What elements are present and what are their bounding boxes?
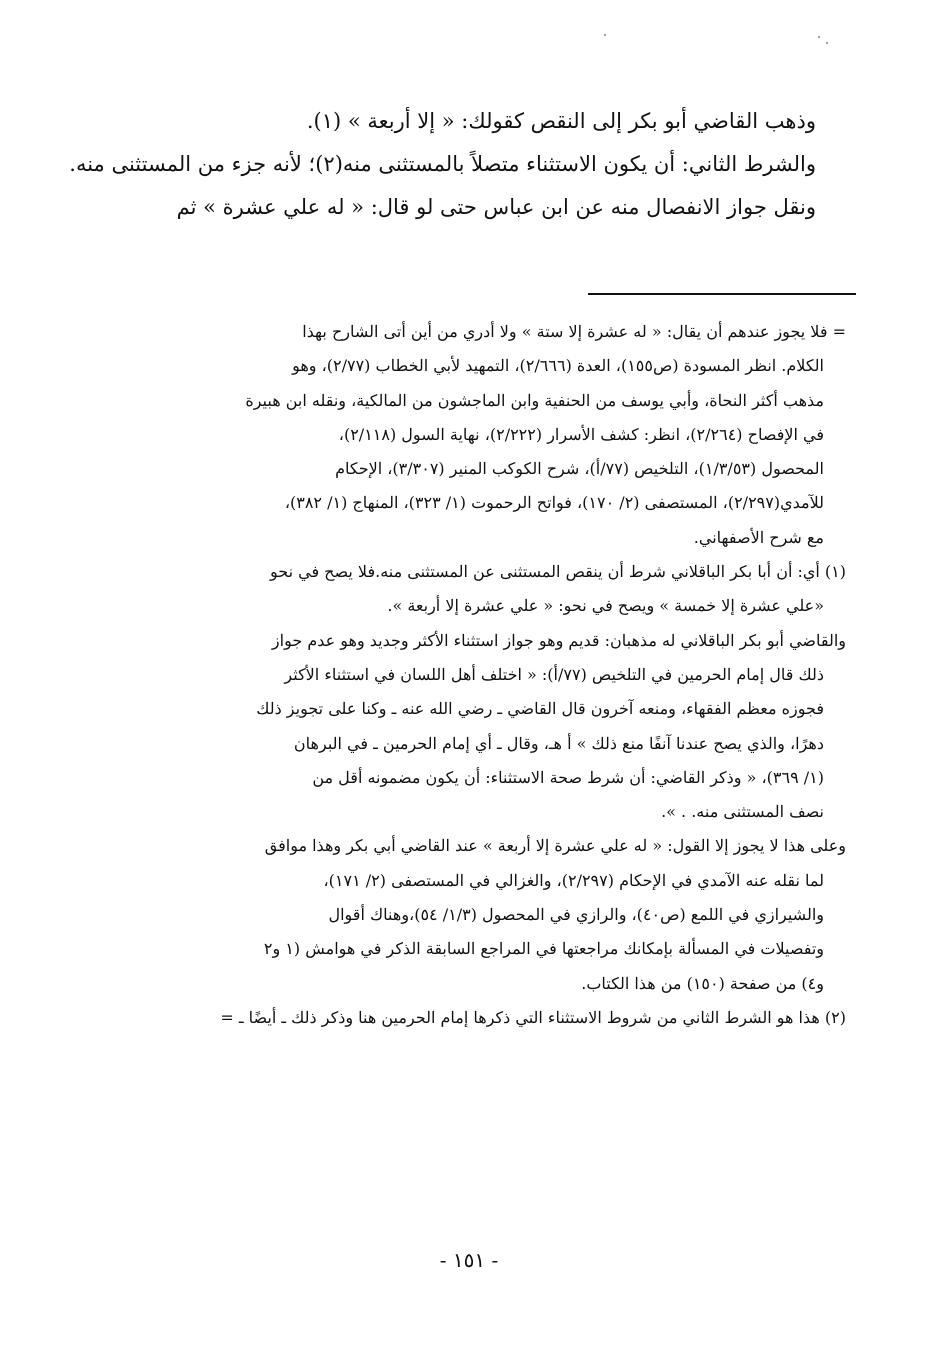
- main-line: ونقل جواز الانفصال منه عن ابن عباس حتى لو قال: « له علي عشرة » ثم: [176, 195, 816, 219]
- footnote-line: نصف المستثنى منه. . ».: [661, 802, 824, 822]
- footnote-line: والشيرازي في اللمع (ص٤٠)، والرازي في المحصول (١/٣/ ٥٤)،وهناك أقوال: [328, 905, 824, 925]
- footnote-line: «علي عشرة إلا خمسة » ويصح في نحو: « علي عشرة إلا أربعة ».: [387, 596, 824, 616]
- footnote-line: دهرًا، والذي يصح عندنا آنفًا منع ذلك » أ هـ، وقال ـ أي إمام الحرمين ـ في البرهان: [293, 733, 824, 753]
- footnote-line: للآمدي(٢/٢٩٧)، المستصفى (٢/ ١٧٠)، فواتح الرحموت (١/ ٣٢٣)، المنهاج (١/ ٣٨٢)،: [284, 493, 824, 513]
- footnote-line: في الإفصاح (٢/٢٦٤)، انظر: كشف الأسرار (٢/٢٢٢)، نهاية السول (٢/١١٨)،: [338, 424, 824, 444]
- footnote-line: مع شرح الأصفهاني.: [693, 527, 824, 547]
- footnote-line: = فلا يجوز عندهم أن يقال: « له عشرة إلا ستة » ولا أدري من أين أتى الشارح بهذا: [302, 322, 846, 341]
- footnote-separator: [588, 293, 856, 295]
- footnote-line: المحصول (١/٣/٥٣)، التلخيص (٧٧/أ)، شرح الكوكب المنير (٣/٣٠٧)، الإحكام: [335, 459, 824, 479]
- footnote-line: فجوزه معظم الفقهاء، ومنعه آخرون قال القاضي ـ رضي الله عنه ـ وكنا على تجويز ذلك: [256, 699, 824, 719]
- footnote-line: وتفصيلات في المسألة بإمكانك مراجعتها في المراجع السابقة الذكر في هوامش (١ و٢: [263, 939, 824, 959]
- footnote-line: (١/ ٣٦٩)، « وذكر القاضي: أن شرط صحة الاستثناء: أن يكون مضمونه أقل من: [312, 767, 824, 787]
- main-line: والشرط الثاني: أن يكون الاستثناء متصلاً بالمستثنى منه(٢)؛ لأنه جزء من المستثنى منه.: [69, 152, 816, 176]
- footnote-line: وعلى هذا لا يجوز إلا القول: « له علي عشرة إلا أربعة » عند القاضي أبي بكر وهذا موافق: [264, 836, 846, 856]
- footnote-line: و٤) من صفحة (١٥٠) من هذا الكتاب.: [581, 973, 824, 993]
- footnote-line: (١) أي: أن أبا بكر الباقلاني شرط أن ينقص المستثنى عن المستثنى منه.فلا يصح في نحو: [269, 562, 846, 582]
- main-text: [69, 100, 816, 229]
- page-number: - ١٥١ -: [439, 1248, 499, 1272]
- footnote-line: مذهب أكثر النحاة، وأبي يوسف من الحنفية وابن الماجشون من المالكية، ونقله ابن هبيرة: [245, 390, 824, 410]
- footnotes: [90, 315, 846, 1035]
- footnote-line: لما نقله عنه الآمدي في الإحكام (٢/٢٩٧)، والغزالي في المستصفى (٢/ ١٧١)،: [323, 870, 824, 890]
- footnote-line: ذلك قال إمام الحرمين في التلخيص (٧٧/أ): « اختلف أهل اللسان في استثناء الأكثر: [284, 664, 824, 684]
- main-line: وذهب القاضي أبو بكر إلى النقص كقولك: « إلا أربعة » (١).: [306, 109, 816, 133]
- footnote-line: (٢) هذا هو الشرط الثاني من شروط الاستثناء التي ذكرها إمام الحرمين هنا وذكر ذلك ـ أيضًا ـ =: [220, 1007, 846, 1027]
- footnote-line: الكلام. انظر المسودة (ص١٥٥)، العدة (٢/٦٦٦)، التمهيد لأبي الخطاب (٢/٧٧)، وهو: [292, 356, 824, 376]
- footnote-line: والقاضي أبو بكر الباقلاني له مذهبان: قديم وهو جواز استثناء الأكثر وجديد وهو عدم جواز: [271, 630, 846, 650]
